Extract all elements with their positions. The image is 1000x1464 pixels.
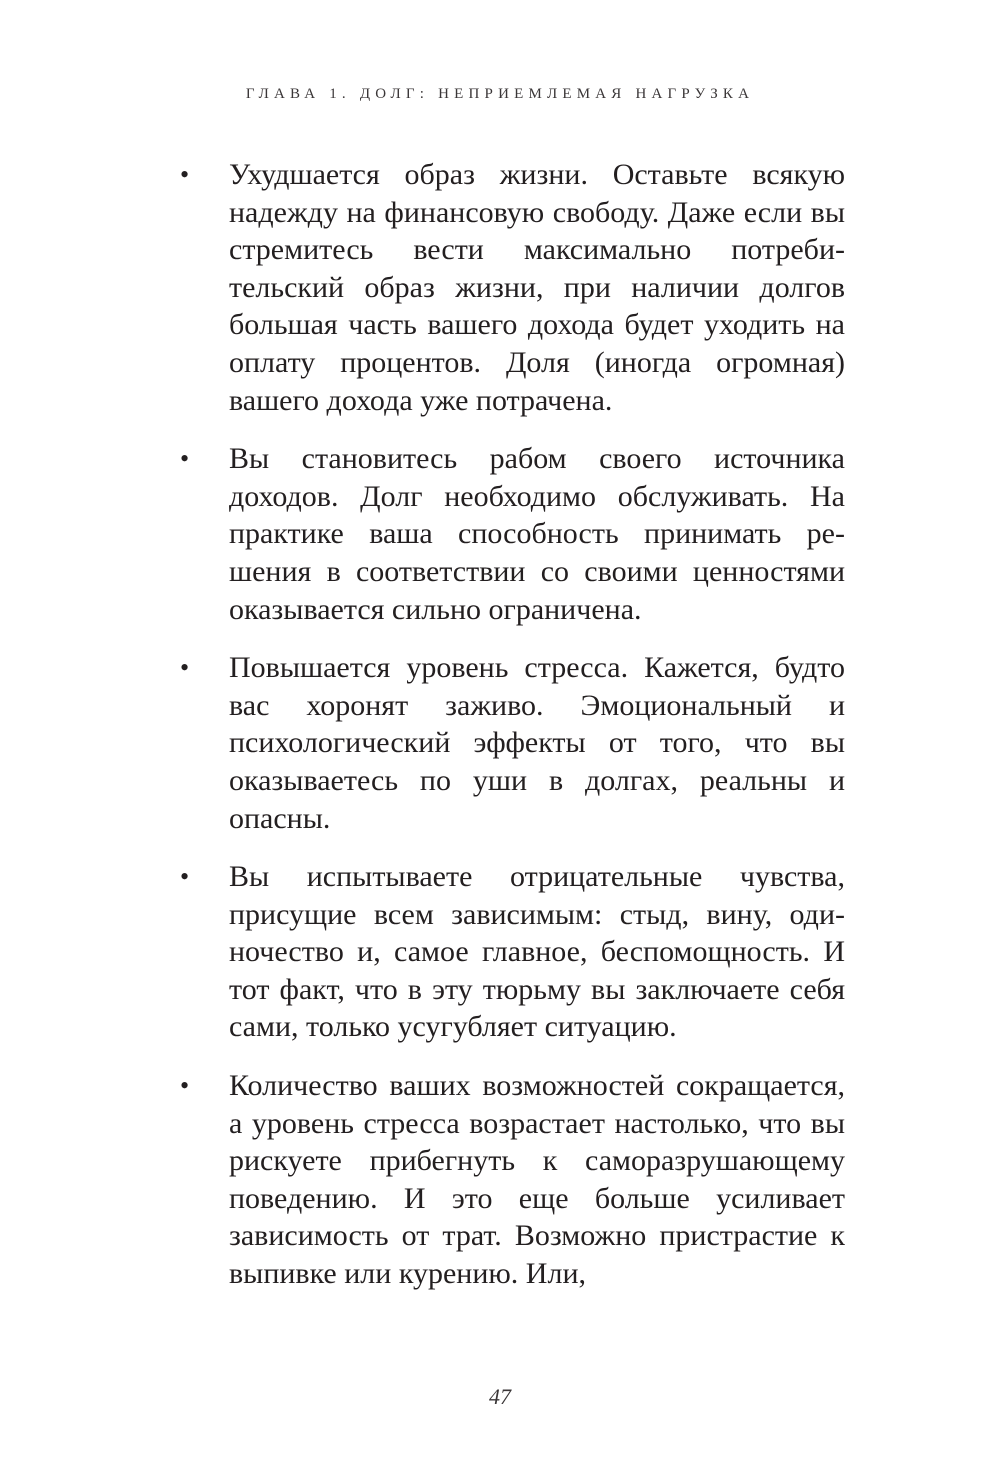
list-item (175, 858, 845, 1046)
page-number: 47 (489, 1384, 511, 1409)
list-item (175, 649, 845, 837)
list-item-text: Вы испытываете отрицательные чувства, присущие всем зависимым: стыд, вину, одиночество и, самое главное, беспомощность. И тот факт, что в эту тюрьму вы заключаете себя сами, только усугубляет ситуацию. (229, 860, 845, 1044)
list-item (175, 1067, 845, 1293)
running-head: ГЛАВА 1. ДОЛГ: НЕПРИЕМЛЕМАЯ НАГРУЗКА (245, 86, 755, 102)
list-item-text: Ухудшается образ жизни. Оставьте всякую надежду на финансовую свободу. Даже если вы стремитесь вести максимально потребительский образ жизни, при наличии долгов большая часть вашего дохода будет уходить на оплату процентов. Доля (иногда огромная) вашего дохода уже потрачена. (229, 158, 845, 417)
list-item-text: Повышается уровень стресса. Кажется, будто вас хоронят заживо. Эмоциональный и психологический эффекты от того, что вы оказываетесь по уши в долгах, реальны и опасны. (229, 651, 845, 835)
list-item-text: Количество ваших возможностей сокращается, а уровень стресса возрастает настолько, что вы рискуете прибегнуть к саморазрушающему поведению. И это еще больше усиливает зависимость от трат. Возможно пристрастие к выпивке или курению. Или, (229, 1069, 845, 1291)
bullet-marker: • (180, 160, 190, 189)
bullet-marker: • (180, 862, 190, 892)
list-item (175, 440, 845, 628)
bullet-marker: • (180, 444, 190, 474)
bullet-marker: • (180, 1071, 190, 1101)
list-item-text: Вы становитесь рабом своего источника доходов. Долг необходимо обслуживать. На практике ваша способность принимать решения в соответствии со своими ценностями оказывается сильно ограничена. (229, 442, 845, 626)
bullet-marker: • (180, 653, 190, 683)
list-item (175, 156, 845, 419)
bullet-list (175, 156, 845, 1314)
